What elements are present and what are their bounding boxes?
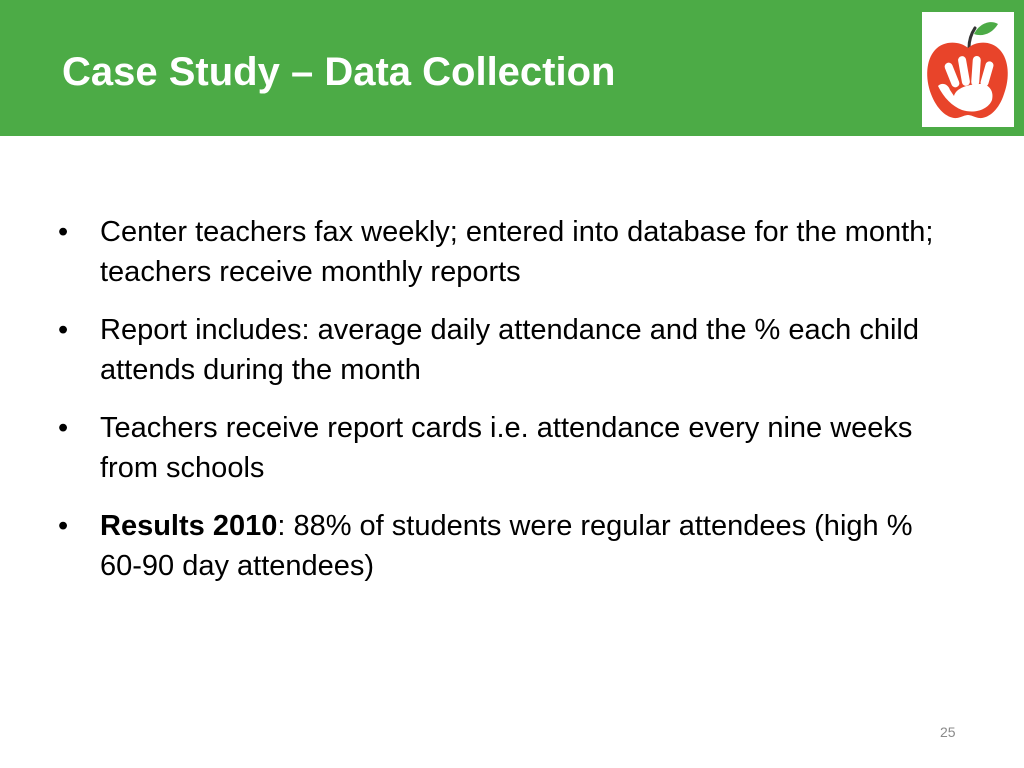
bullet-marker: •	[58, 412, 69, 444]
slide-title: Case Study – Data Collection	[62, 50, 616, 94]
bullet-item	[58, 408, 958, 488]
logo	[922, 12, 1014, 127]
bullet-item	[58, 212, 958, 292]
apple-hand-icon	[922, 12, 1014, 127]
bullet-item	[58, 310, 958, 390]
bullet-marker: •	[58, 510, 69, 542]
bullet-text: : 88% of students were regular attendees (high % 60-90 day attendees)	[100, 510, 913, 582]
bullet-marker: •	[58, 216, 69, 248]
bullet-bold-lead: Results 2010	[100, 510, 278, 542]
apple-leaf	[974, 22, 998, 35]
bullet-list	[58, 212, 958, 604]
bullet-text: Teachers receive report cards i.e. attendance every nine weeks from schools	[100, 412, 913, 484]
bullet-text: Report includes: average daily attendance and the % each child attends during the month	[100, 314, 919, 386]
header-bar	[0, 0, 1024, 136]
page-number: 25	[940, 724, 956, 740]
bullet-marker: •	[58, 314, 69, 346]
bullet-text: Center teachers fax weekly; entered into database for the month; teachers receive monthly reports	[100, 216, 934, 288]
bullet-item	[58, 506, 958, 586]
